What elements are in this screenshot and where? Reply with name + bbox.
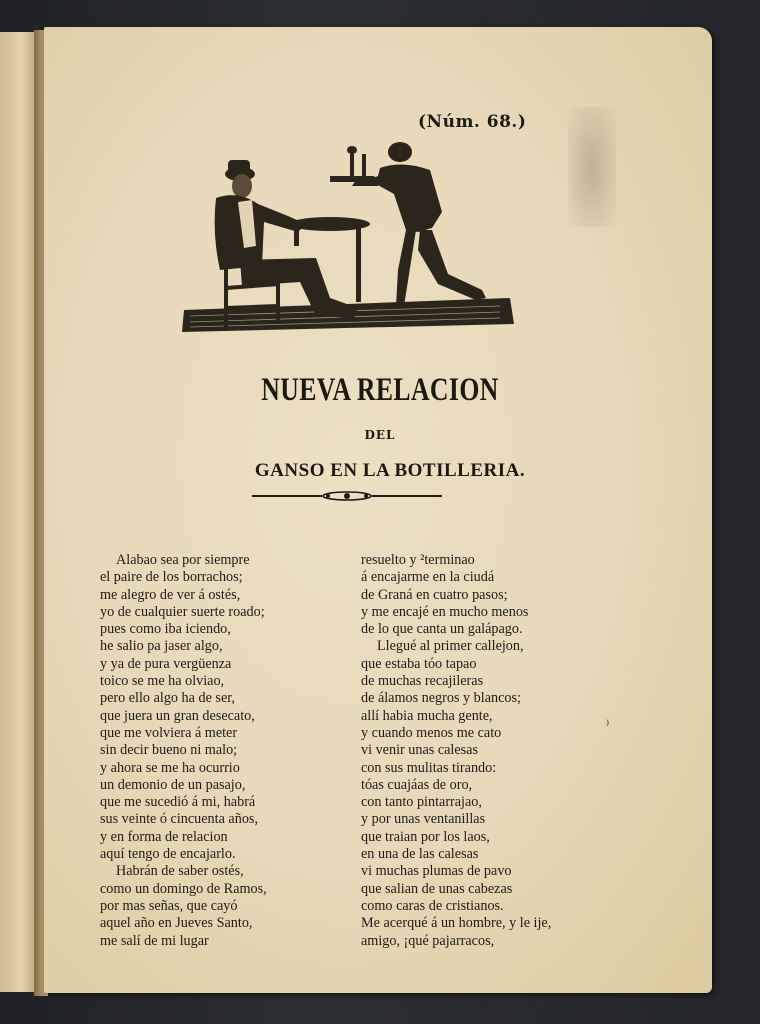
poem-line: y cuando menos me cato: [361, 724, 502, 741]
poem-line: de Graná en cuatro pasos;: [361, 586, 508, 603]
poem-line: que me volviera á meter: [100, 724, 238, 741]
poem-line: aquel año en Jueves Santo,: [100, 915, 253, 932]
poem-line: que estaba tóo tapao: [361, 655, 477, 672]
poem-line: el paire de los borrachos;: [100, 569, 243, 586]
poem-column-left: [100, 552, 350, 950]
poem-line: sus veinte ó cincuenta años,: [100, 811, 258, 828]
poem-line: que salian de unas cabezas: [361, 880, 513, 897]
poem-line: y en forma de relacion: [100, 828, 228, 845]
poem-line: con sus mulitas tirando:: [361, 759, 497, 776]
poem-line: y por unas ventanillas: [361, 811, 486, 828]
poem-line: tóas cuajáas de oro,: [361, 776, 473, 793]
poem-line: y ahora se me ha ocurrio: [100, 759, 240, 776]
poem-line: Me acerqué á un hombre, y le ije,: [361, 915, 552, 932]
poem-line: como caras de cristianos.: [361, 897, 504, 914]
document-subtitle: GANSO EN LA BOTILLERIA.: [254, 460, 526, 481]
poem-line: Llegué al primer callejon,: [377, 638, 524, 655]
poem-line: me alegro de ver á ostés,: [100, 586, 241, 603]
poem-line: sin decir bueno ni malo;: [100, 742, 238, 759]
poem-line: pero ello algo ha de ser,: [100, 690, 235, 707]
poem-line: allí habia mucha gente,: [361, 707, 493, 724]
poem-line: de lo que canta un galápago.: [361, 621, 523, 638]
poem-line: aquí tengo de encajarlo.: [100, 846, 236, 863]
issue-number: (Núm. 68.): [418, 112, 527, 132]
poem-line: con tanto pintarrajao,: [361, 794, 482, 811]
poem-line: yo de cualquier suerte roado;: [100, 603, 265, 620]
poem-line: á encajarme en la ciudá: [361, 569, 495, 586]
poem-line: en una de las calesas: [361, 846, 479, 863]
poem-line: pues como iba iciendo,: [100, 621, 231, 638]
paper-stain: [568, 107, 616, 227]
document-title: NUEVA RELACION: [261, 372, 499, 408]
poem-line: y me encajé en mucho menos: [361, 603, 529, 620]
woodcut-illustration: [180, 138, 514, 338]
poem-line: resuelto y ²terminao: [361, 552, 475, 568]
poem-line: vi venir unas calesas: [361, 742, 479, 759]
poem-line: toico se me ha olviao,: [100, 673, 225, 690]
poem-column-right: [361, 552, 681, 950]
poem-line: que me sucedió á mi, habrá: [100, 794, 256, 811]
poem-line: como un domingo de Ramos,: [100, 880, 267, 897]
poem-line: me salí de mi lugar: [100, 932, 209, 949]
poem-line: y ya de pura vergüenza: [100, 655, 232, 672]
poem-line: que traian por los laos,: [361, 828, 490, 845]
ornamental-rule: [252, 489, 442, 503]
poem-line: que juera un gran desecato,: [100, 707, 255, 724]
facing-page-edge: [0, 32, 38, 992]
seated-man: [215, 160, 358, 318]
poem-line: amigo, ¡qué pajarracos,: [361, 932, 495, 949]
poem-line: de álamos negros y blancos;: [361, 690, 521, 707]
title-connector: DEL: [364, 428, 396, 442]
poem-line: por mas señas, que cayó: [100, 897, 238, 914]
poem-line: he salio pa jaser algo,: [100, 638, 223, 655]
margin-mark: ⁾: [606, 718, 610, 733]
poem-line: Alabao sea por siempre: [116, 552, 250, 568]
poem-line: Habrán de saber ostés,: [116, 863, 244, 880]
poem-line: un demonio de un pasajo,: [100, 776, 246, 793]
poem-line: de muchas recajileras: [361, 673, 484, 690]
poem-line: vi muchas plumas de pavo: [361, 863, 512, 880]
